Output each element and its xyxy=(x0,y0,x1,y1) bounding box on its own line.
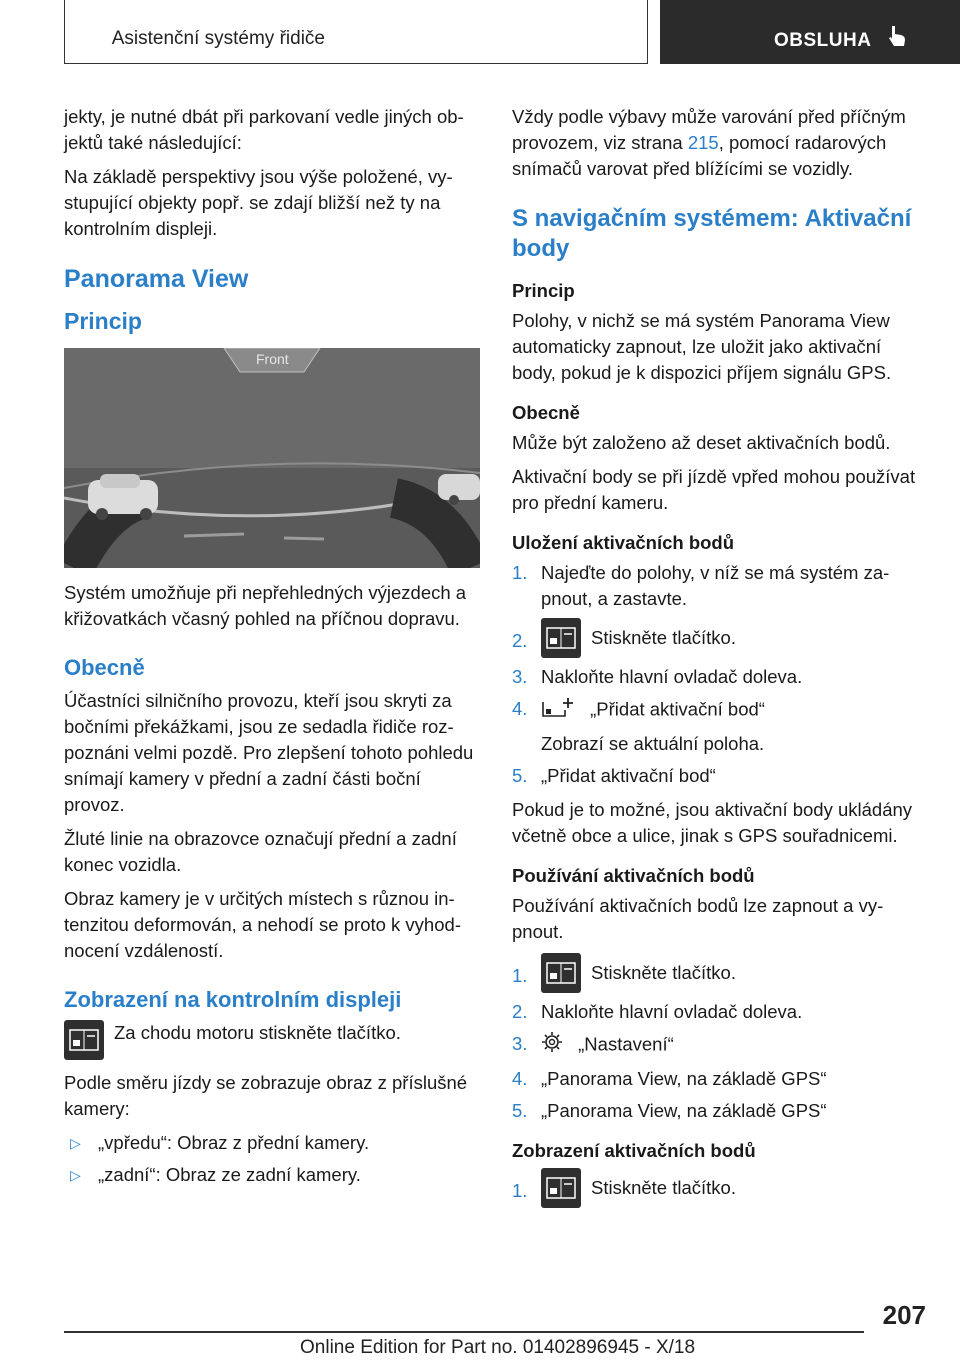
subheading-zobrazeni: Zobrazení aktivačních bodů xyxy=(512,1140,756,1161)
heading-obecne: Obecně xyxy=(64,655,145,680)
step-text: „Přidat aktivační bod“ xyxy=(590,698,765,720)
page-link[interactable]: 215 xyxy=(687,132,719,153)
left-column xyxy=(64,104,482,1196)
step-item xyxy=(512,1168,928,1208)
step-text: „Panorama View, na základě GPS“ xyxy=(541,1068,827,1089)
step-text: Stiskněte tlačítko. xyxy=(591,627,736,648)
step-text: Nakloňte hlavní ovladač doleva. xyxy=(541,666,803,687)
step-number: 1. xyxy=(512,965,528,986)
step-subtext: Zobrazí se aktuální poloha. xyxy=(541,733,765,754)
step-number: 5. xyxy=(512,765,528,786)
step-item xyxy=(512,1098,928,1124)
step-item xyxy=(512,696,928,757)
step-item xyxy=(512,763,928,789)
triangle-bullet-icon: ▷ xyxy=(70,1167,81,1183)
camera-list xyxy=(64,1130,482,1188)
list-item-text: „vpředu“: Obraz z přední kamery. xyxy=(98,1132,370,1153)
step-item xyxy=(512,953,928,993)
camera-button-icon xyxy=(541,1168,581,1208)
camera-view-image xyxy=(64,348,480,568)
paragraph: Účastníci silničního provozu, kteří jsou skryti za bočními překážkami, jsou ze sedadla řidiče rozpoznáni velmi pozdě. Pro zlepšení tohoto pohledu snímají kamery v přední a zadní části boční provoz. xyxy=(64,690,474,815)
step-text: Stiskněte tlačítko. xyxy=(591,962,736,983)
subheading-ulozeni: Uložení aktivačních bodů xyxy=(512,532,735,553)
heading-navigation: S navigačním systémem: Aktivační body xyxy=(512,205,912,262)
chapter-tab-label: OBSLUHA xyxy=(774,30,872,51)
paragraph: Na základě perspektivy jsou výše položené, vystupující objekty popř. se zdají bližší než ty na kontrolním displeji. xyxy=(64,166,453,239)
section-title: Asistenční systémy řidiče xyxy=(111,28,325,49)
paragraph xyxy=(512,104,928,182)
step-text: „Nastavení“ xyxy=(578,1033,674,1055)
step-number: 2. xyxy=(512,630,528,651)
step-item xyxy=(512,1066,928,1092)
step-text: „Přidat aktivační bod“ xyxy=(541,765,716,786)
step-text: Najeďte do polohy, v níž se má systém zapnout, a zastavte. xyxy=(541,562,890,609)
right-column xyxy=(512,104,928,1216)
step-number: 3. xyxy=(512,1033,528,1054)
steps-use xyxy=(512,953,928,1124)
step-text: „Panorama View, na základě GPS“ xyxy=(541,1100,827,1121)
step-item xyxy=(512,560,928,612)
step-number: 4. xyxy=(512,1068,528,1089)
heading-zobrazeni: Zobrazení na kontrolním displeji xyxy=(64,987,402,1012)
paragraph: Podle směru jízdy se zobrazuje obraz z příslušné kamery: xyxy=(64,1072,468,1119)
camera-button-icon xyxy=(541,953,581,993)
paragraph: Žluté linie na obrazovce označují přední a zadní konec vozidla. xyxy=(64,828,457,875)
chapter-tab xyxy=(660,0,960,64)
paragraph: Aktivační body se při jízdě vpřed mohou používat pro přední kameru. xyxy=(512,466,916,513)
step-number: 3. xyxy=(512,666,528,687)
camera-button-icon xyxy=(541,618,581,658)
paragraph-text: Vždy podle výbavy může varování před příčným provozem, viz strana xyxy=(512,106,906,153)
add-point-icon xyxy=(541,696,575,725)
image-caption: Systém umožňuje při nepřehledných výjezdech a křižovatkách včasný pohled na příčnou dopravu. xyxy=(64,582,467,629)
triangle-bullet-icon: ▷ xyxy=(70,1135,81,1151)
icon-instruction-text: Za chodu motoru stiskněte tlačítko. xyxy=(114,1022,401,1043)
front-camera-label: Front xyxy=(256,351,289,367)
step-text: Stiskněte tlačítko. xyxy=(591,1177,736,1198)
gear-icon xyxy=(541,1031,563,1060)
step-number: 4. xyxy=(512,698,528,719)
steps-save xyxy=(512,560,928,789)
paragraph: Používání aktivačních bodů lze zapnout a vypnout. xyxy=(512,895,884,942)
list-item xyxy=(64,1162,482,1188)
step-text: Nakloňte hlavní ovladač doleva. xyxy=(541,1001,803,1022)
subheading-obecne: Obecně xyxy=(512,402,580,423)
paragraph: Polohy, v nichž se má systém Panorama View automaticky zapnout, lze uložit jako aktivační body, pokud je k dispozici příjem signálu GPS. xyxy=(512,310,892,383)
footer-divider xyxy=(64,1331,864,1333)
hand-pointer-icon xyxy=(886,24,908,55)
heading-panorama-view: Panorama View xyxy=(64,265,249,293)
heading-princip: Princip xyxy=(64,308,142,334)
step-number: 1. xyxy=(512,562,528,583)
list-item xyxy=(64,1130,482,1156)
icon-instruction xyxy=(64,1020,482,1060)
paragraph-text: , pomocí radarových snímačů varovat před blížícími se vozidly. xyxy=(512,132,887,179)
paragraph: jekty, je nutné dbát při parkovaní vedle jiných objektů také následující: xyxy=(64,106,464,153)
subheading-princip: Princip xyxy=(512,280,575,301)
footer-edition: Online Edition for Part no. 01402896945 - X/18 xyxy=(300,1337,696,1358)
step-item xyxy=(512,664,928,690)
paragraph: Pokud je to možné, jsou aktivační body ukládány včetně obce a ulice, jinak s GPS souřadnicemi. xyxy=(512,799,913,846)
paragraph: Obraz kamery je v určitých místech s různou intenzitou deformován, a nehodí se proto k vyhodnocení vzdáleností. xyxy=(64,888,461,961)
step-number: 1. xyxy=(512,1180,528,1201)
list-item-text: „zadní“: Obraz ze zadní kamery. xyxy=(98,1164,361,1185)
step-number: 5. xyxy=(512,1100,528,1121)
subheading-pouzivani: Používání aktivačních bodů xyxy=(512,865,755,886)
step-number: 2. xyxy=(512,1001,528,1022)
step-item xyxy=(512,618,928,658)
header-section-box xyxy=(64,0,648,64)
step-item xyxy=(512,1031,928,1060)
step-item xyxy=(512,999,928,1025)
camera-button-icon xyxy=(64,1020,104,1060)
paragraph: Může být založeno až deset aktivačních bodů. xyxy=(512,432,891,453)
page-number: 207 xyxy=(882,1300,926,1330)
steps-display xyxy=(512,1168,928,1208)
